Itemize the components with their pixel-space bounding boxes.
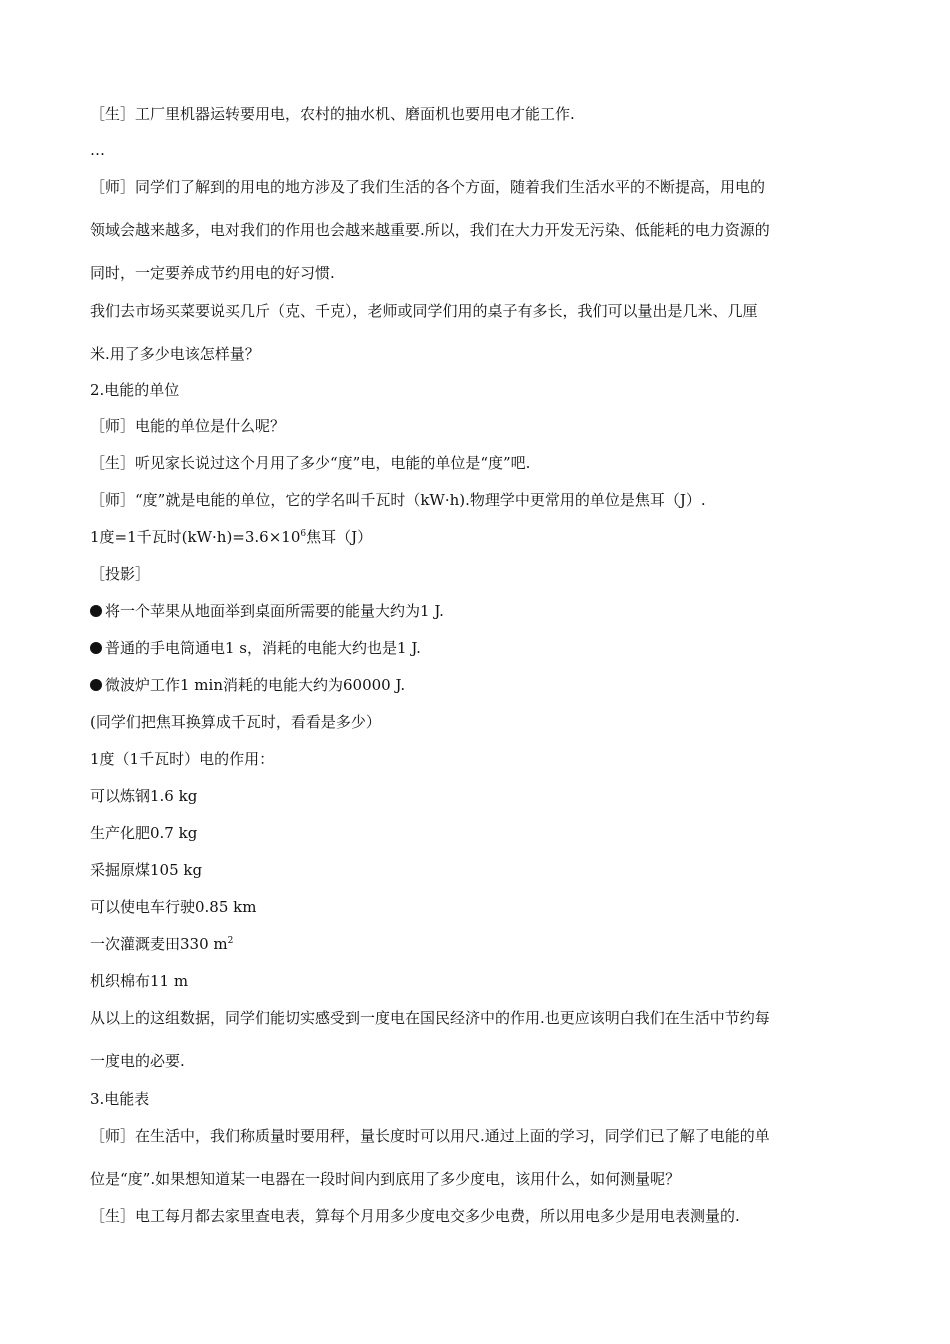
paragraph-line: ［师］“度”就是电能的单位，它的学名叫千瓦时（kW·h).物理学中更常用的单位是焦耳（J）. <box>90 491 706 509</box>
list-item: 生产化肥0.7 kg <box>90 824 198 842</box>
ellipsis-line: … <box>90 141 105 159</box>
paragraph-line: ［投影］ <box>90 565 151 583</box>
bullet-text: 微波炉工作1 min消耗的电能大约为60000 J. <box>105 676 406 694</box>
paragraph-line: ［生］听见家长说过这个月用了多少“度”电，电能的单位是“度”吧. <box>90 454 531 472</box>
section-heading: 2.电能的单位 <box>90 381 180 399</box>
paragraph-line: 1度（1千瓦时）电的作用： <box>90 750 275 768</box>
paragraph-line: 从以上的这组数据，同学们能切实感受到一度电在国民经济中的作用.也更应该明白我们在生活中节约每 <box>90 1009 770 1027</box>
bullet-item <box>90 601 444 621</box>
bullet-text: 将一个苹果从地面举到桌面所需要的能量大约为1 J. <box>105 602 444 620</box>
paragraph-line: ［生］电工每月都去家里查电表，算每个月用多少度电交多少电费，所以用电多少是用电表测量的. <box>90 1207 740 1225</box>
paragraph-line: ［生］工厂里机器运转要用电，农村的抽水机、磨面机也要用电才能工作. <box>90 105 575 123</box>
list-item: 可以炼钢1.6 kg <box>90 787 198 805</box>
paragraph-line: ［师］在生活中，我们称质量时要用秤，量长度时可以用尺.通过上面的学习，同学们已了解了电能的单 <box>90 1127 770 1145</box>
paragraph-line: (同学们把焦耳换算成千瓦时，看看是多少） <box>90 713 381 731</box>
paragraph-line: ［师］电能的单位是什么呢？ <box>90 417 286 435</box>
paragraph-line: 我们去市场买菜要说买几斤（克、千克），老师或同学们用的桌子有多长，我们可以量出是几米、几厘 <box>90 302 758 320</box>
paragraph-line: 领域会越来越多，电对我们的作用也会越来越重要.所以，我们在大力开发无污染、低能耗的电力资源的 <box>90 221 770 239</box>
formula-text: 1度=1千瓦时(kW·h)=3.6×10 <box>90 528 301 546</box>
paragraph-line: 同时，一定要养成节约用电的好习惯. <box>90 264 335 282</box>
list-item <box>90 934 233 954</box>
bullet-text: 普通的手电筒通电1 s，消耗的电能大约也是1 J. <box>105 639 421 657</box>
bullet-item <box>90 638 421 658</box>
paragraph-line: ［师］同学们了解到的用电的地方涉及了我们生活的各个方面，随着我们生活水平的不断提高，用电的 <box>90 178 766 196</box>
formula-unit: 焦耳（J） <box>306 528 373 546</box>
list-item: 采掘原煤105 kg <box>90 861 203 879</box>
exponent: 2 <box>227 936 234 946</box>
paragraph-line: 位是“度”.如果想知道某一电器在一段时间内到底用了多少度电，该用什么，如何测量呢？ <box>90 1170 681 1188</box>
bullet-item <box>90 675 405 695</box>
section-heading: 3.电能表 <box>90 1090 150 1108</box>
formula-line <box>90 527 372 547</box>
paragraph-line: 米.用了多少电该怎样量？ <box>90 345 260 363</box>
bullet-icon <box>90 605 102 617</box>
list-item-text: 一次灌溉麦田330 m <box>90 935 228 953</box>
bullet-icon <box>90 679 102 691</box>
exponent: 6 <box>300 529 307 539</box>
list-item: 机织棉布11 m <box>90 972 189 990</box>
paragraph-line: 一度电的必要. <box>90 1052 185 1070</box>
list-item: 可以使电车行驶0.85 km <box>90 898 257 916</box>
bullet-icon <box>90 642 102 654</box>
